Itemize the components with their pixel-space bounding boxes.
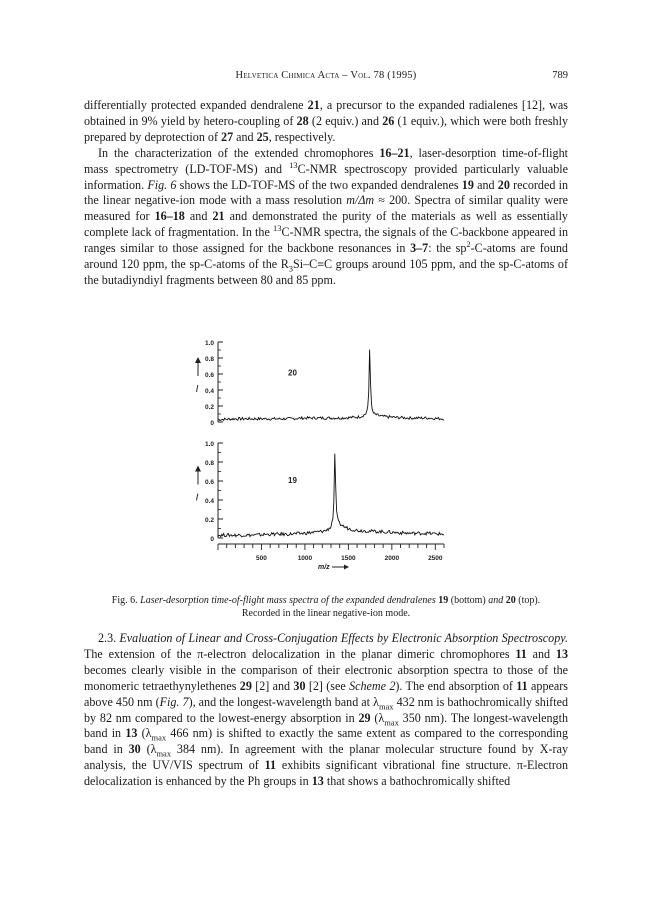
section-number: 2.3.	[98, 631, 117, 645]
y-axis-label-top: I	[195, 384, 199, 395]
y-tick-label: 0.4	[204, 388, 214, 395]
figure-6	[0, 330, 652, 590]
figure-reference: Fig. 6	[147, 177, 177, 192]
figure-caption: Fig. 6. Laser-desorption time-of-flight mass spectra of the expanded dendralenes 19 (bottom) and 20 (top). Recorded in the linear negative-ion mode.	[84, 594, 568, 620]
y-axis-arrowhead-bottom	[195, 466, 201, 472]
caption-label: Fig. 6.	[111, 595, 138, 606]
y-tick-label: 0	[210, 536, 214, 543]
text-block-top	[84, 98, 568, 289]
y-tick-label: 0.6	[204, 372, 214, 379]
y-tick-label: 0.2	[204, 404, 214, 411]
series-line-bottom	[218, 454, 444, 537]
paragraph-section-2-3: 2.3. Evaluation of Linear and Cross-Conjugation Effects by Electronic Absorption Spectroscopy. The extension of the π-electron delocalization in the planar dimeric chromophores 11 and 13 becomes clearly visible in the comparison of their electronic absorption spectra to those of the monomeric tetraethynylethenes 29 [2] and 30 [2] (see Scheme 2). The end absorption of 11 appears above 450 nm (Fig. 7), and the longest-wavelength band at $\lambda_{max}$ 432 nm is bathochromically shifted by 82 nm compared to the lowest-energy absorption in 29 ($\lambda_{max}$ 350 nm). The longest-wavelength band in 13 ($\lambda_{max}$ 466 nm) is shifted to exactly the same extent as compared to the corresponding band in 30 ($\lambda_{max}$ 384 nm). In agreement with the planar molecular structure found by X-ray analysis, the UV/VIS spectrum of 11 exhibits significant vibrational fine structure. π-Electron delocalization is enhanced by the Ph groups in 13 that shows a bathochromically shifted	[84, 631, 569, 789]
compound-label-bottom: 19	[288, 475, 297, 485]
x-tick-label: 500	[256, 555, 267, 562]
paragraph-continued: differentially protected expanded dendralene 21, a precursor to the expanded radialenes [12], was obtained in 9% yield by hetero-coupling of 28 (2 equiv.) and 26 (1 equiv.), which were both freshly prepared by deprotection of 27 and 25, respectively.	[84, 98, 568, 144]
series-line-top	[218, 350, 444, 421]
y-tick-label: 1.0	[204, 340, 214, 347]
y-tick-label: 0.4	[204, 498, 214, 505]
y-tick-label: 0.6	[204, 479, 214, 486]
x-tick-label: 1500	[341, 555, 356, 562]
paragraph-characterization: In the characterization of the extended chromophores 16–21, laser-desorption time-of-flight mass spectrometry (LD-TOF-MS) and $^{13}$C-NMR spectroscopy provided particularly valuable information. Fig. 6 shows the LD-TOF-MS of the two expanded dendralenes 19 and 20 recorded in the linear negative-ion mode with a mass resolution m/Δm ≈ 200. Spectra of similar quality were measured for 16–18 and 21 and demonstrated the purity of the materials as well as essentially complete lack of fragmentation. In the $^{13}$C-NMR spectra, the signals of the C-backbone appeared in ranges similar to those assigned for the backbone resonances in 3–7: the $sp^2-C$-atoms are found around 120 ppm, the sp-C-atoms of the $R_3Si-C\equiv C$ groups around 105 ppm, and the sp-C-atoms of the butadiyndiyl fragments between 80 and 85 ppm.	[84, 145, 569, 287]
x-axis-arrowhead	[344, 565, 349, 570]
x-tick-label: 2000	[384, 555, 400, 562]
caption-line-2: Recorded in the linear negative-ion mode.	[241, 608, 411, 619]
compound-label-top: 20	[288, 368, 297, 378]
section-title: Evaluation of Linear and Cross-Conjugation Effects by Electronic Absorption Spectroscopy.	[116, 631, 568, 645]
page-number: 789	[552, 70, 568, 81]
x-tick-label: 1000	[297, 555, 313, 562]
y-tick-label: 0	[210, 420, 214, 427]
y-axis-arrowhead-top	[195, 357, 201, 363]
y-tick-label: 0.2	[204, 517, 214, 524]
journal-title: Helvetica Chimica Acta – Vol. 78 (1995)	[235, 70, 417, 81]
y-axis-label-bottom: I	[195, 492, 199, 504]
y-tick-label: 0.8	[204, 356, 214, 363]
running-head	[84, 70, 568, 84]
x-axis-label: m/z	[318, 564, 330, 571]
text-block-bottom	[84, 631, 568, 790]
mass-spectra-chart	[0, 330, 652, 590]
y-tick-label: 1.0	[204, 441, 214, 448]
y-tick-label: 0.8	[204, 460, 214, 467]
x-tick-label: 2500	[428, 555, 443, 562]
